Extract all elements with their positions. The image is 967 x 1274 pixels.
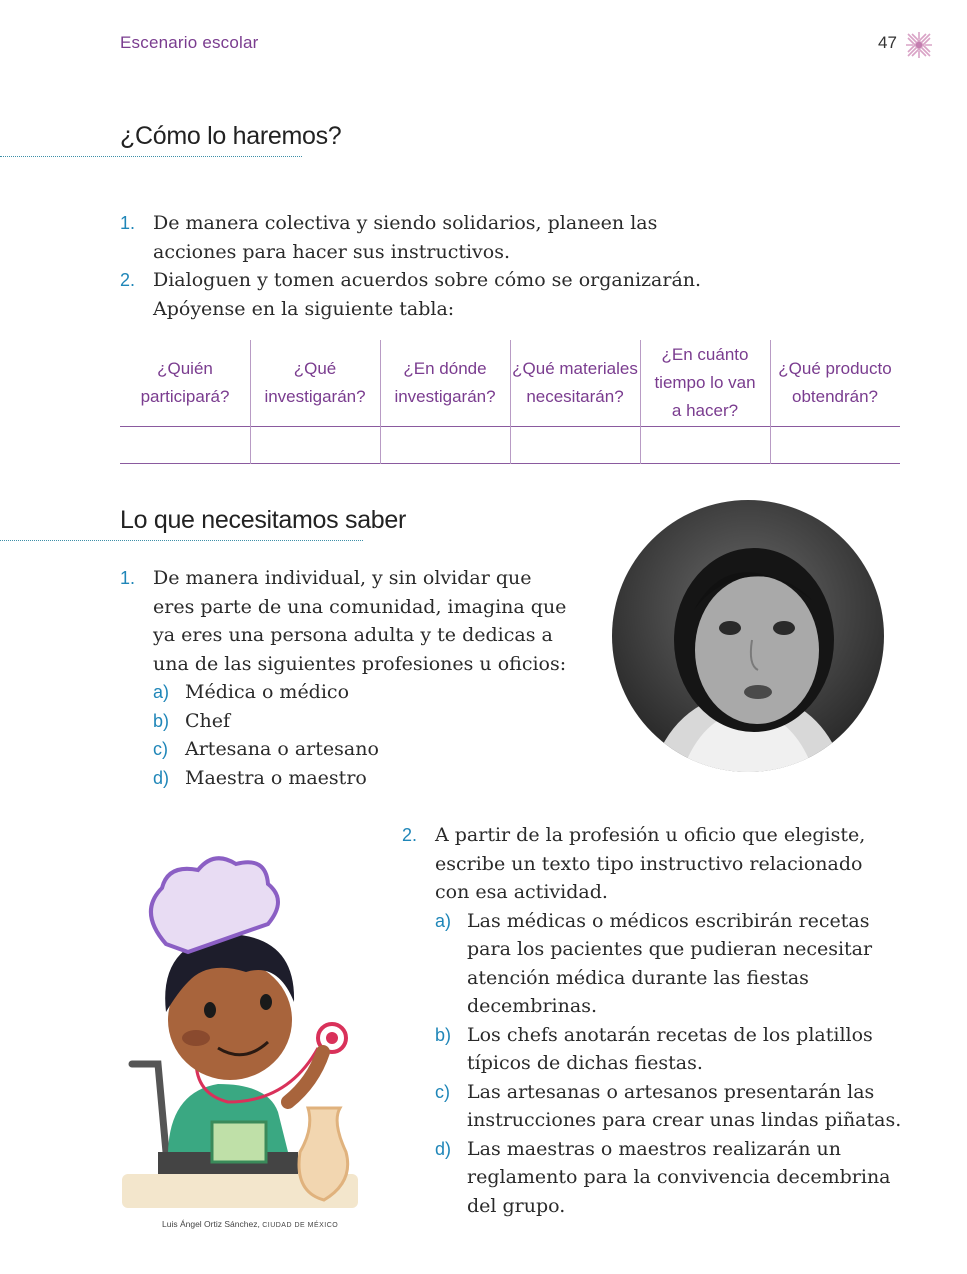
item-text: eres parte de una comunidad, imagina que: [153, 595, 567, 618]
section-title-need: Lo que necesitamos saber: [120, 506, 407, 534]
item-number: 2.: [120, 270, 136, 290]
header-title: Escenario escolar: [120, 33, 259, 52]
option-item: b) Chef: [153, 709, 231, 732]
table-header-product: ¿Qué producto obtendrán?: [778, 359, 892, 406]
planning-table: [120, 340, 900, 464]
item-text: De manera individual, y sin olvidar que: [153, 567, 532, 589]
table-header-materials: ¿Qué materiales necesitarán?: [512, 359, 638, 406]
item-text: Dialoguen y tomen acuerdos sobre cómo se organizarán.: [153, 269, 702, 291]
item-number: 1.: [120, 213, 136, 233]
table-header-who: ¿Quién participará?: [140, 359, 230, 406]
option-item: d) Maestra o maestro: [153, 766, 367, 789]
table-header-what: ¿Qué investigarán?: [264, 359, 366, 406]
item-text: ya eres una persona adulta y te dedicas a: [153, 624, 553, 646]
section-title-how: ¿Cómo lo haremos?: [120, 122, 342, 150]
child-chef-illustration: [118, 852, 364, 1214]
section-divider: [0, 540, 363, 541]
item-text: De manera colectiva y siendo solidarios, planeen las: [153, 212, 658, 234]
item-text: una de las siguientes profesiones u oficios:: [153, 652, 567, 675]
item-text: escribe un texto tipo instructivo relacionado: [435, 852, 863, 875]
section-divider: [0, 156, 302, 157]
page-number: 47: [878, 33, 897, 52]
option-item: a) Las médicas o médicos escribirán recetas para los pacientes que pudieran necesitar atención médica durante las fiestas decembrinas.: [435, 909, 873, 1017]
list-item: [120, 209, 880, 266]
child-photo: [612, 500, 884, 772]
table-header-where: ¿En dónde investigarán?: [394, 359, 496, 406]
item-text: A partir de la profesión u oficio que elegiste,: [435, 824, 866, 846]
item-number: 2.: [402, 825, 418, 845]
option-item: a) Médica o médico: [153, 681, 350, 703]
option-item: b) Los chefs anotarán recetas de los platillos típicos de dichas fiestas.: [435, 1023, 873, 1074]
table-header-time: ¿En cuánto tiempo lo van a hacer?: [654, 345, 756, 420]
item-number: 1.: [120, 568, 136, 588]
item-text: con esa actividad.: [435, 881, 608, 903]
item-text: Apóyense en la siguiente tabla:: [153, 297, 455, 320]
illustration-caption: Luis Ángel Ortiz Sánchez, CIUDAD DE MÉXICO: [162, 1219, 339, 1229]
list-item: [402, 821, 907, 1220]
list-item: [120, 266, 880, 323]
item-text: acciones para hacer sus instructivos.: [153, 240, 511, 263]
list-item: [120, 564, 600, 792]
option-item: c) Las artesanas o artesanos presentarán las instrucciones para crear unas lindas piñatas.: [435, 1080, 902, 1131]
option-item: c) Artesana o artesano: [153, 738, 379, 760]
decorative-star-icon: [904, 30, 934, 60]
option-item: d) Las maestras o maestros realizarán un reglamento para la convivencia decembrina del grupo.: [435, 1137, 891, 1217]
